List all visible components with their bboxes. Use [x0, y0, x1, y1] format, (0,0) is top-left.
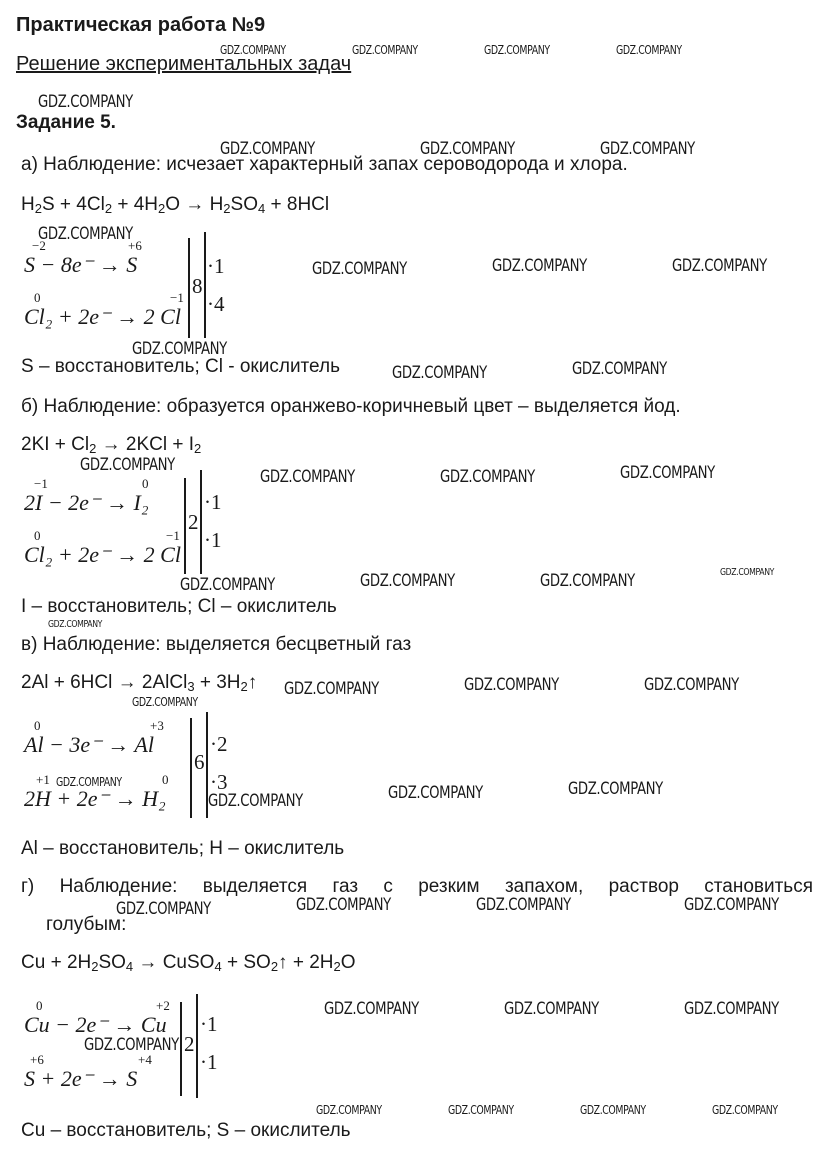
watermark: GDZ.COMPANY	[284, 679, 379, 699]
watermark: GDZ.COMPANY	[324, 999, 419, 1019]
ox-state: +1	[36, 772, 50, 787]
watermark: GDZ.COMPANY	[420, 139, 515, 159]
half-reaction-2: S + 2e⁻ → S	[24, 1066, 138, 1091]
equation-d: $Cu + 2H_2SO_4$ → CuSO$_4$ + $SO_2↑ + 2H_2O$	[21, 952, 356, 974]
observation-b: б) Наблюдение: образуется оранжево-коричневый цвет – выделяется йод.	[21, 396, 681, 417]
coefficient: ·2	[210, 732, 228, 756]
coefficient: ·4	[207, 292, 225, 316]
ox-state: −2	[32, 238, 46, 253]
watermark: GDZ.COMPANY	[56, 775, 122, 789]
watermark: GDZ.COMPANY	[360, 571, 455, 591]
ox-state: 0	[34, 718, 41, 733]
watermark: GDZ.COMPANY	[448, 1103, 514, 1117]
watermark: GDZ.COMPANY	[84, 1035, 179, 1055]
page-title: Практическая работа №9	[16, 14, 266, 36]
watermark: GDZ.COMPANY	[684, 999, 779, 1019]
watermark: GDZ.COMPANY	[572, 359, 667, 379]
lcm: 8	[192, 274, 203, 298]
roles-b: I – восстановитель; Cl – окислитель	[21, 596, 337, 617]
observation-a: а) Наблюдение: исчезает характерный запах сероводорода и хлора.	[21, 154, 628, 175]
ox-state: 0	[36, 998, 43, 1013]
ox-state: 0	[34, 528, 41, 543]
half-reaction-1: S − 8e⁻ → S	[24, 252, 138, 277]
ox-state: 0	[162, 772, 169, 787]
ox-state: +4	[138, 1052, 152, 1067]
watermark: GDZ.COMPANY	[540, 571, 635, 591]
watermark: GDZ.COMPANY	[116, 899, 211, 919]
watermark: GDZ.COMPANY	[684, 895, 779, 915]
coefficient: ·1	[207, 254, 225, 278]
ox-state: +3	[150, 718, 164, 733]
ox-state: −1	[170, 290, 184, 305]
half-reaction-2: Cl₂ + 2e⁻ → 2 Cl	[24, 304, 181, 329]
watermark: GDZ.COMPANY	[38, 92, 133, 112]
divider-line	[196, 994, 198, 1098]
watermark: GDZ.COMPANY	[220, 43, 286, 57]
page-subtitle: Решение экспериментальных задач	[16, 53, 352, 75]
task-heading: Задание 5.	[16, 112, 116, 133]
watermark: GDZ.COMPANY	[132, 695, 198, 709]
watermark: GDZ.COMPANY	[504, 999, 599, 1019]
watermark: GDZ.COMPANY	[260, 467, 355, 487]
equation-a: $H_2S + 4Cl_2 + 4H_2O \to H_2SO_4 + 8HCl$	[21, 194, 330, 216]
equation-c: 2Al + 6HCl → 2AlCl$_3$ + $3H_2↑$	[21, 672, 258, 694]
watermark: GDZ.COMPANY	[352, 43, 418, 57]
lcm: 2	[184, 1032, 195, 1056]
ox-state: +6	[128, 238, 142, 253]
half-reaction-1: Al − 3e⁻ → Al	[24, 732, 154, 757]
ox-state: +2	[156, 998, 170, 1013]
watermark: GDZ.COMPANY	[580, 1103, 646, 1117]
watermark: GDZ.COMPANY	[208, 791, 303, 811]
watermark: GDZ.COMPANY	[620, 463, 715, 483]
observation-d-line1: г) Наблюдение: выделяется газ с резким запахом, раствор становиться	[21, 876, 813, 897]
observation-d-line2: голубым:	[46, 914, 127, 935]
roles-c: Al – восстановитель; H – окислитель	[21, 838, 345, 859]
watermark: GDZ.COMPANY	[720, 567, 775, 578]
watermark: GDZ.COMPANY	[568, 779, 663, 799]
lcm: 2	[188, 510, 199, 534]
watermark: GDZ.COMPANY	[476, 895, 571, 915]
watermark: GDZ.COMPANY	[392, 363, 487, 383]
divider-line	[180, 1002, 182, 1096]
divider-line	[188, 238, 190, 338]
watermark: GDZ.COMPANY	[712, 1103, 778, 1117]
watermark: GDZ.COMPANY	[132, 339, 227, 359]
divider-line	[200, 470, 202, 574]
watermark: GDZ.COMPANY	[672, 256, 767, 276]
ox-state: −1	[166, 528, 180, 543]
half-reaction-1: 2I − 2e⁻ → I₂	[24, 490, 149, 515]
observation-c: в) Наблюдение: выделяется бесцветный газ	[21, 634, 412, 655]
half-reaction-2: 2H + 2e⁻ → H₂	[24, 786, 166, 811]
watermark: GDZ.COMPANY	[80, 455, 175, 475]
watermark: GDZ.COMPANY	[180, 575, 275, 595]
coefficient: ·1	[204, 528, 222, 552]
ox-state: 0	[34, 290, 41, 305]
roles-a: S – восстановитель; Cl - окислитель	[21, 356, 340, 377]
half-reaction-2: Cl₂ + 2e⁻ → 2 Cl	[24, 542, 181, 567]
coefficient: ·3	[210, 770, 228, 794]
divider-line	[190, 718, 192, 818]
ox-state: +6	[30, 1052, 44, 1067]
ox-state: −1	[34, 476, 48, 491]
electron-balance-b	[24, 470, 244, 574]
watermark: GDZ.COMPANY	[220, 139, 315, 159]
watermark: GDZ.COMPANY	[616, 43, 682, 57]
watermark: GDZ.COMPANY	[440, 467, 535, 487]
watermark: GDZ.COMPANY	[312, 259, 407, 279]
equation-b: $2KI + Cl_2 \to 2KCl + I_2$	[21, 434, 202, 456]
ox-state: 0	[142, 476, 149, 491]
half-reaction-1: Cu − 2e⁻ → Cu	[24, 1012, 167, 1037]
divider-line	[204, 232, 206, 338]
lcm: 6	[194, 750, 205, 774]
watermark: GDZ.COMPANY	[492, 256, 587, 276]
roles-d: Cu – восстановитель; S – окислитель	[21, 1120, 351, 1141]
watermark: GDZ.COMPANY	[600, 139, 695, 159]
watermark: GDZ.COMPANY	[484, 43, 550, 57]
coefficient: ·1	[200, 1012, 218, 1036]
coefficient: ·1	[204, 490, 222, 514]
divider-line	[184, 478, 186, 574]
coefficient: ·1	[200, 1050, 218, 1074]
watermark: GDZ.COMPANY	[464, 675, 559, 695]
watermark: GDZ.COMPANY	[316, 1103, 382, 1117]
watermark: GDZ.COMPANY	[644, 675, 739, 695]
watermark: GDZ.COMPANY	[296, 895, 391, 915]
electron-balance-a	[24, 232, 244, 342]
watermark: GDZ.COMPANY	[38, 224, 133, 244]
watermark: GDZ.COMPANY	[388, 783, 483, 803]
watermark: GDZ.COMPANY	[48, 619, 103, 630]
